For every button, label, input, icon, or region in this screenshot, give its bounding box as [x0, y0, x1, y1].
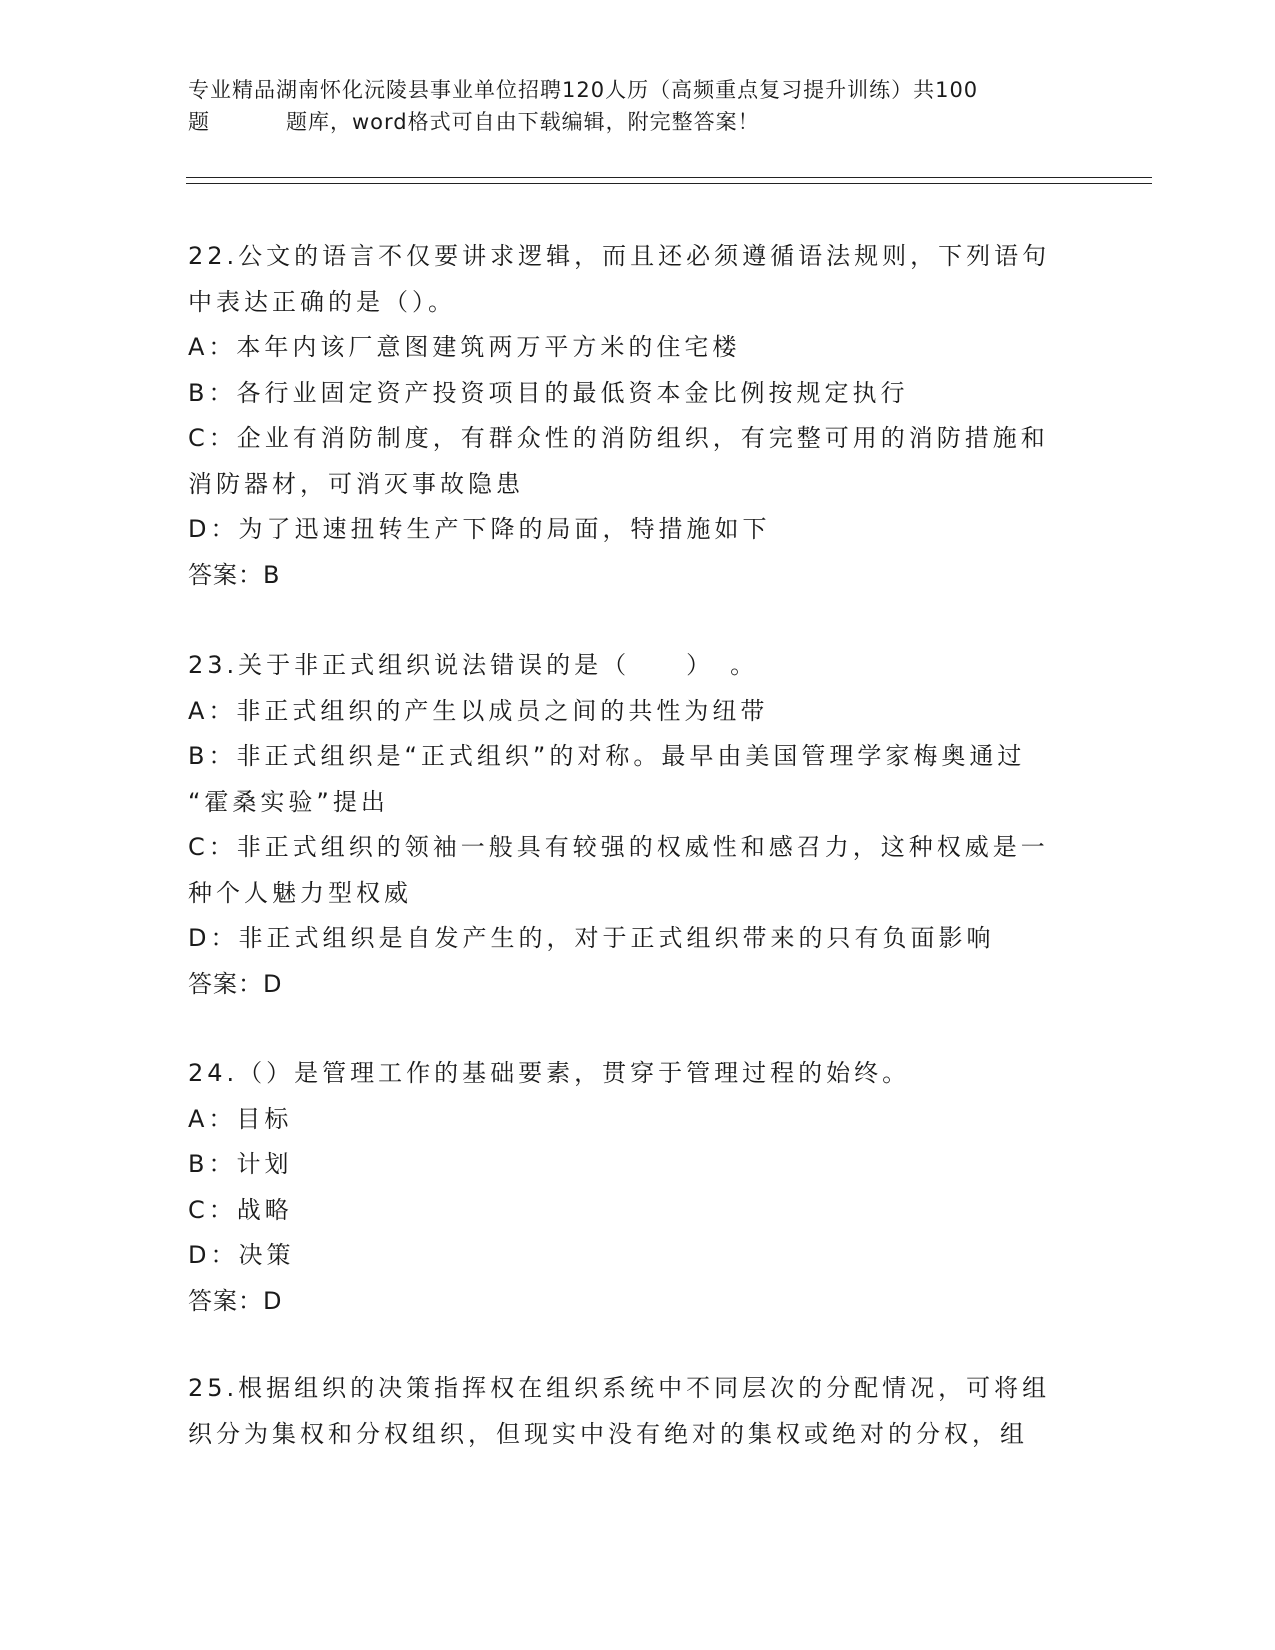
- option-d: D：决策: [188, 1241, 295, 1269]
- option-c-continued: 消防器材，可消灭事故隐患: [188, 469, 524, 498]
- document-header: [188, 74, 1088, 138]
- header-title-line-1: 专业精品湖南怀化沅陵县事业单位招聘120人历（高频重点复习提升训练）共100: [188, 78, 979, 102]
- option-b: B：非正式组织是“正式组织”的对称。最早由美国管理学家梅奥通过: [188, 742, 1026, 770]
- question-stem-line: 23.关于非正式组织说法错误的是（ ） 。: [188, 651, 759, 679]
- option-c-continued: 种个人魅力型权威: [188, 878, 412, 907]
- question-stem-line: 织分为集权和分权组织，但现实中没有绝对的集权或绝对的分权，组: [188, 1419, 1028, 1448]
- option-c: C：非正式组织的领袖一般具有较强的权威性和感召力，这种权威是一: [188, 833, 1049, 861]
- question-23: [188, 643, 1088, 1007]
- question-stem-line: 25.根据组织的决策指挥权在组织系统中不同层次的分配情况，可将组: [188, 1374, 1051, 1402]
- option-d: D：为了迅速扭转生产下降的局面，特措施如下: [188, 515, 771, 543]
- option-b-continued: “霍桑实验”提出: [188, 787, 389, 816]
- question-25: [188, 1366, 1088, 1457]
- question-22: [188, 234, 1088, 598]
- option-a: A：本年内该厂意图建筑两万平方米的住宅楼: [188, 333, 741, 361]
- question-24: [188, 1051, 1088, 1324]
- option-b: B：计划: [188, 1150, 293, 1178]
- option-c: C：企业有消防制度，有群众性的消防组织，有完整可用的消防措施和: [188, 424, 1049, 452]
- option-b: B：各行业固定资产投资项目的最低资本金比例按规定执行: [188, 378, 909, 407]
- option-d: D：非正式组织是自发产生的，对于正式组织带来的只有负面影响: [188, 924, 995, 952]
- answer-line: 答案：B: [188, 560, 281, 589]
- option-a: A：目标: [188, 1104, 293, 1133]
- header-title-line-2-left: 题: [188, 110, 210, 134]
- question-stem-line: 22.公文的语言不仅要讲求逻辑，而且还必须遵循语法规则，下列语句: [188, 242, 1051, 270]
- header-divider-top: [186, 177, 1152, 178]
- header-title-line-2-right: 题库，word格式可自由下载编辑，附完整答案！: [286, 110, 760, 134]
- question-stem-line: 中表达正确的是（）。: [188, 287, 456, 316]
- option-a: A：非正式组织的产生以成员之间的共性为纽带: [188, 696, 769, 725]
- answer-line: 答案：D: [188, 969, 283, 998]
- option-c: C：战略: [188, 1195, 293, 1224]
- answer-line: 答案：D: [188, 1286, 283, 1315]
- question-stem-line: 24.（）是管理工作的基础要素，贯穿于管理过程的始终。: [188, 1059, 911, 1087]
- header-title-line-2: [188, 106, 1088, 138]
- header-divider-bottom: [186, 183, 1152, 184]
